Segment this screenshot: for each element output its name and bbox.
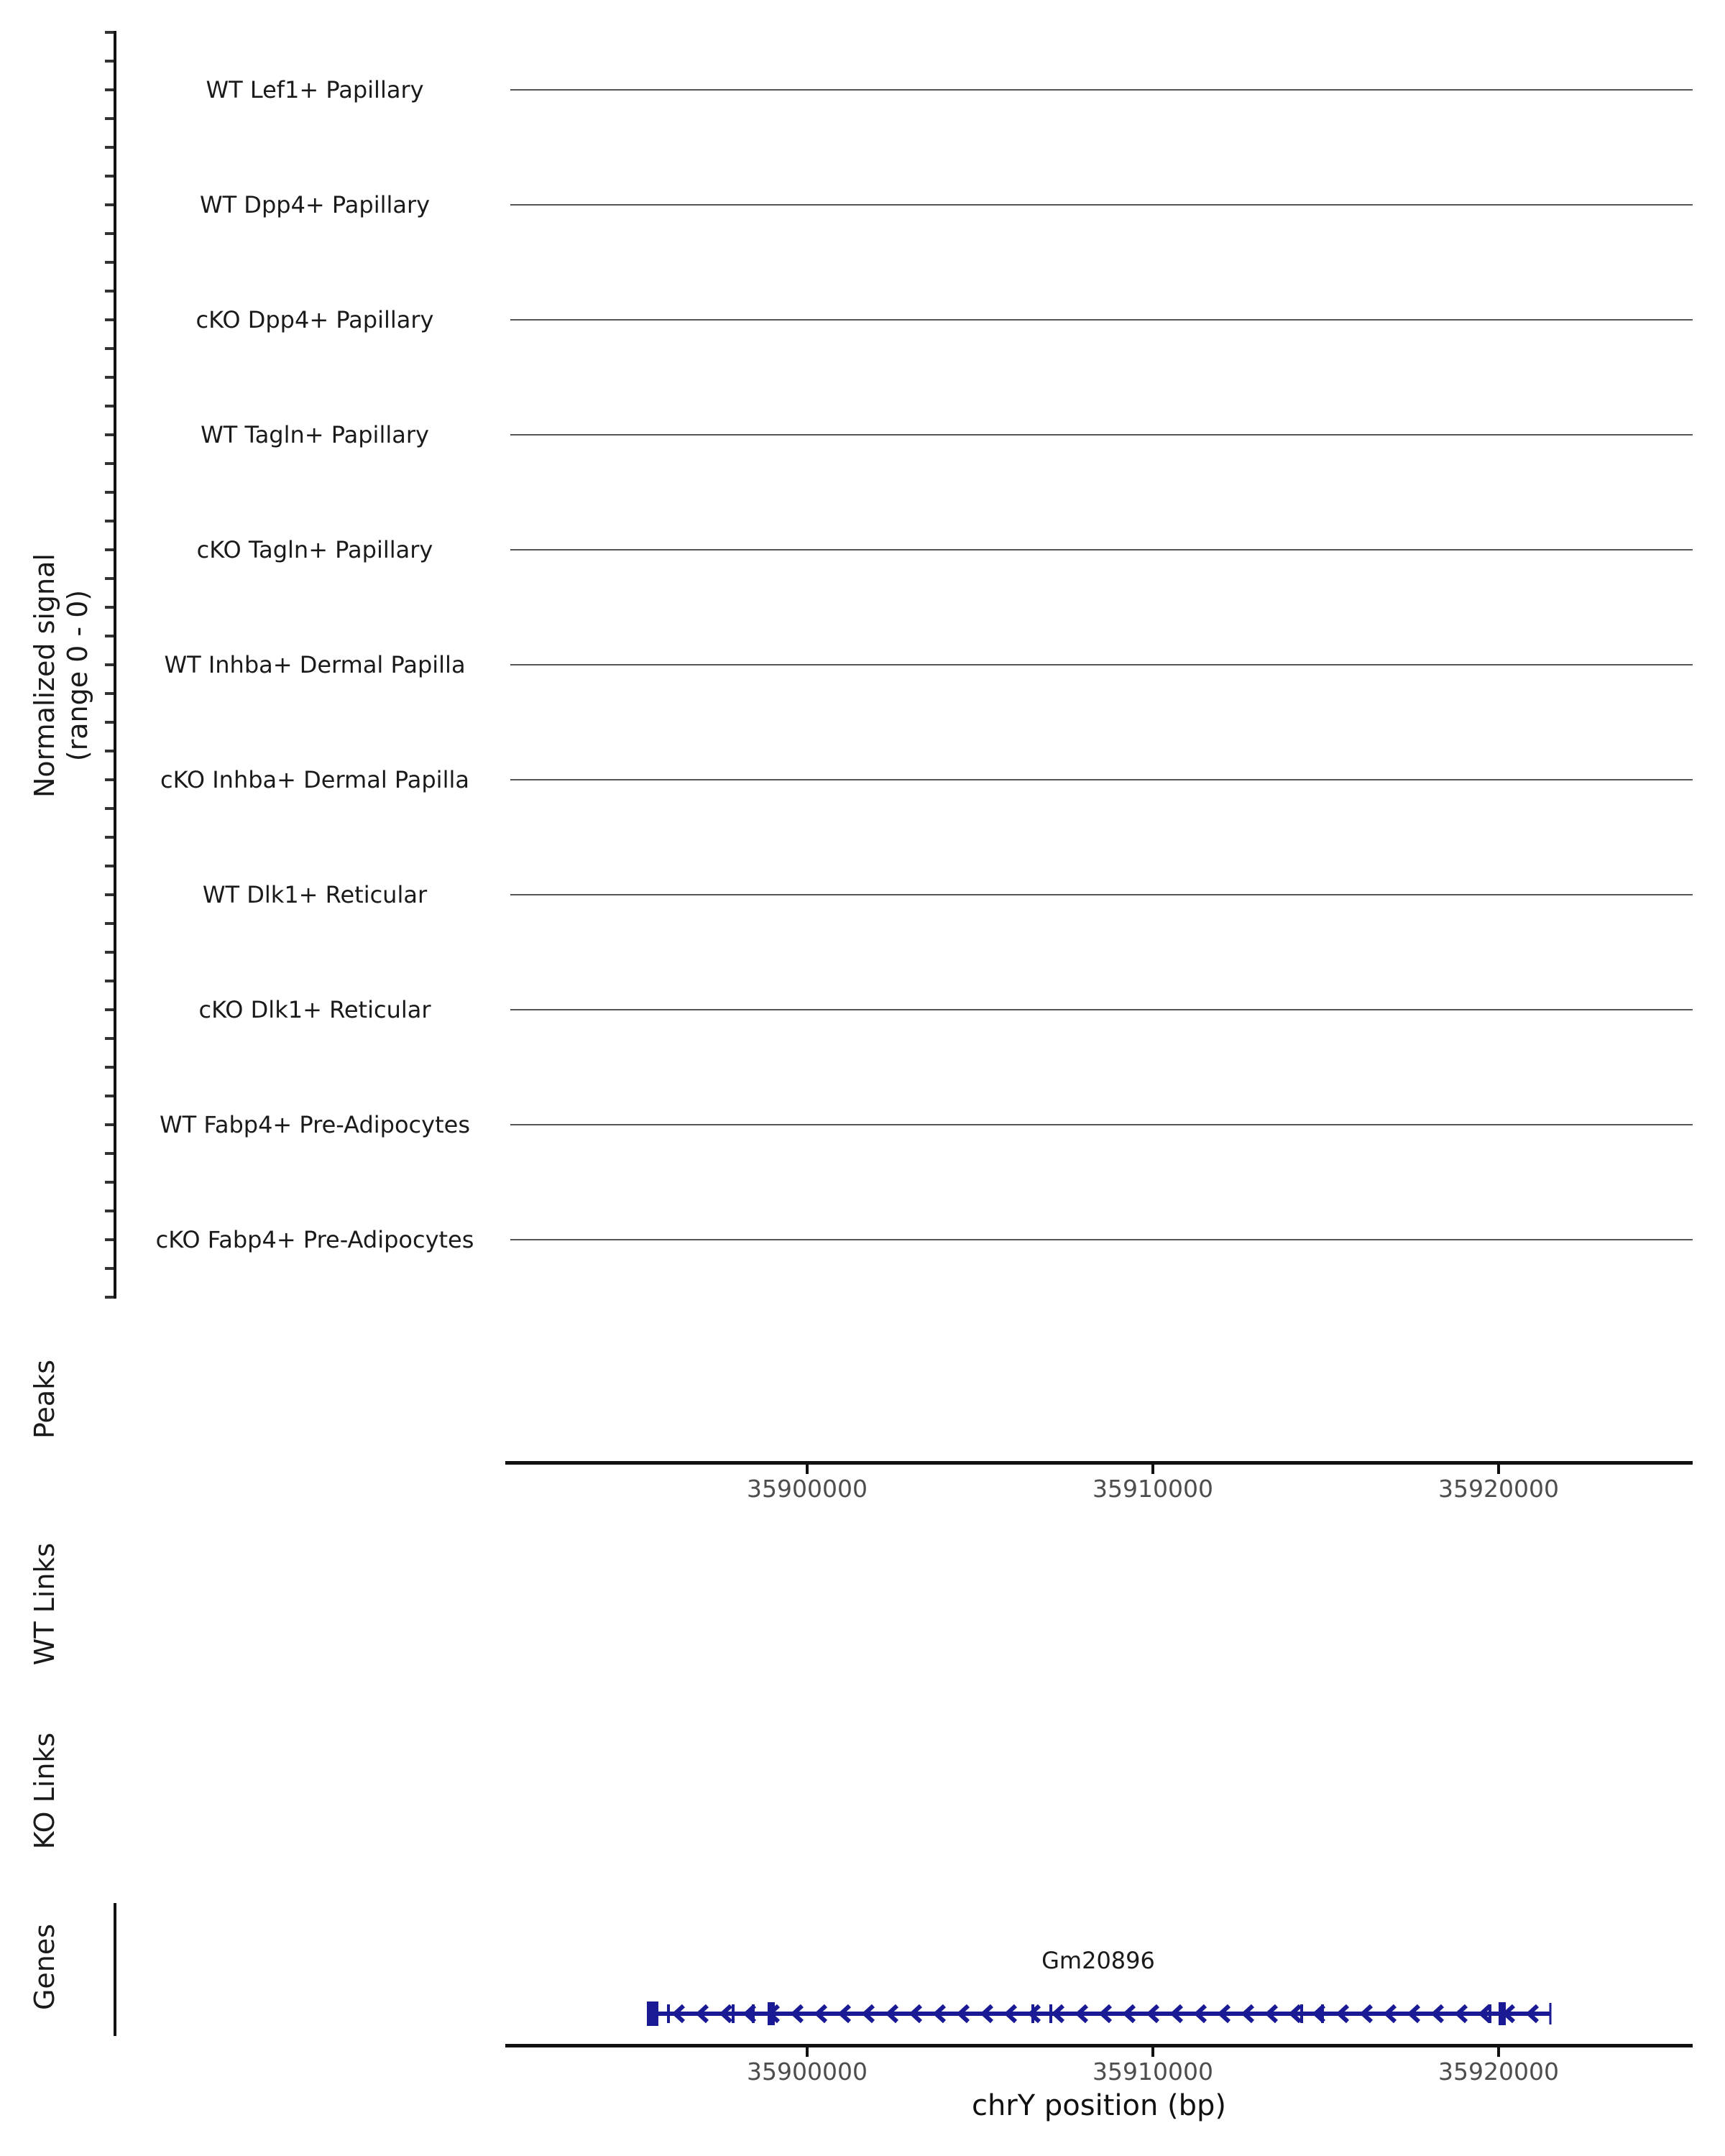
x-axis-title: chrY position (bp) <box>971 2089 1227 2122</box>
track-row <box>0 1182 1725 1297</box>
gene-track-svg <box>611 1982 1588 2047</box>
track-label: WT Fabp4+ Pre-Adipocytes <box>160 1111 470 1138</box>
track-baseline <box>510 1009 1693 1010</box>
gene-exon <box>1300 2004 1303 2023</box>
genes-axis-line <box>114 1903 116 2036</box>
track-row <box>0 837 1725 952</box>
section-label-ko-links: KO Links <box>29 1732 60 1850</box>
track-label: cKO Dlk1+ Reticular <box>198 996 431 1023</box>
track-baseline <box>510 549 1693 550</box>
genome-axis-tick-label: 35900000 <box>747 2058 868 2086</box>
track-baseline <box>510 89 1693 91</box>
track-row <box>0 492 1725 607</box>
track-baseline <box>510 664 1693 665</box>
track-label: WT Lef1+ Papillary <box>206 76 424 103</box>
track-baseline <box>510 1239 1693 1240</box>
track-row <box>0 722 1725 837</box>
gene-exon <box>1550 2003 1552 2024</box>
track-baseline <box>510 894 1693 895</box>
gene-exon <box>732 2004 735 2023</box>
track-row <box>0 1067 1725 1182</box>
track-baseline <box>510 434 1693 436</box>
peaks-axis-tick-label: 35920000 <box>1438 1475 1559 1503</box>
gene-exon <box>1321 2004 1324 2023</box>
gene-exon <box>1499 2002 1506 2025</box>
track-label: cKO Inhba+ Dermal Papilla <box>160 766 469 793</box>
genome-axis-tick-label: 35910000 <box>1092 2058 1213 2086</box>
track-row <box>0 32 1725 147</box>
gene-exon <box>1489 2004 1491 2023</box>
gene-exon <box>1031 2004 1034 2023</box>
gene-exon <box>768 2002 775 2025</box>
track-label: cKO Fabp4+ Pre-Adipocytes <box>155 1226 474 1253</box>
section-label-genes: Genes <box>29 1923 60 2011</box>
track-row <box>0 262 1725 377</box>
gene-track <box>611 1982 1588 2047</box>
track-baseline <box>510 319 1693 321</box>
track-label: WT Tagln+ Papillary <box>201 421 429 448</box>
peaks-axis-tick <box>1497 1465 1500 1474</box>
gene-exon <box>647 2001 658 2026</box>
track-baseline <box>510 779 1693 780</box>
track-row <box>0 952 1725 1067</box>
track-row <box>0 377 1725 492</box>
genome-axis-tick-label: 35920000 <box>1438 2058 1559 2086</box>
gene-exon <box>1049 2004 1052 2023</box>
section-label-peaks: Peaks <box>29 1359 60 1439</box>
peaks-axis-line <box>505 1461 1693 1465</box>
genome-axis-tick <box>806 2047 809 2057</box>
track-label: cKO Dpp4+ Papillary <box>196 306 434 333</box>
peaks-axis-tick-label: 35910000 <box>1092 1475 1213 1503</box>
peaks-axis-tick <box>1151 1465 1154 1474</box>
y-axis-label-line2: (range 0 - 0) <box>62 589 93 762</box>
gene-exon <box>667 2004 670 2023</box>
section-label-wt-links: WT Links <box>29 1542 60 1666</box>
genome-axis-tick <box>1497 2047 1500 2057</box>
gene-name-label: Gm20896 <box>1041 1947 1155 1974</box>
track-row <box>0 147 1725 262</box>
track-label: WT Dlk1+ Reticular <box>202 881 428 908</box>
track-baseline <box>510 1124 1693 1125</box>
peaks-axis-tick <box>806 1465 809 1474</box>
track-label: WT Dpp4+ Papillary <box>199 191 431 218</box>
track-row <box>0 607 1725 722</box>
track-baseline <box>510 204 1693 206</box>
peaks-axis-tick-label: 35900000 <box>747 1475 868 1503</box>
gene-exon <box>752 2004 755 2023</box>
y-axis-label-line1: Normalized signal <box>29 553 60 798</box>
genome-axis-tick <box>1151 2047 1154 2057</box>
track-label: cKO Tagln+ Papillary <box>196 536 433 563</box>
track-label: WT Inhba+ Dermal Papilla <box>164 651 466 678</box>
